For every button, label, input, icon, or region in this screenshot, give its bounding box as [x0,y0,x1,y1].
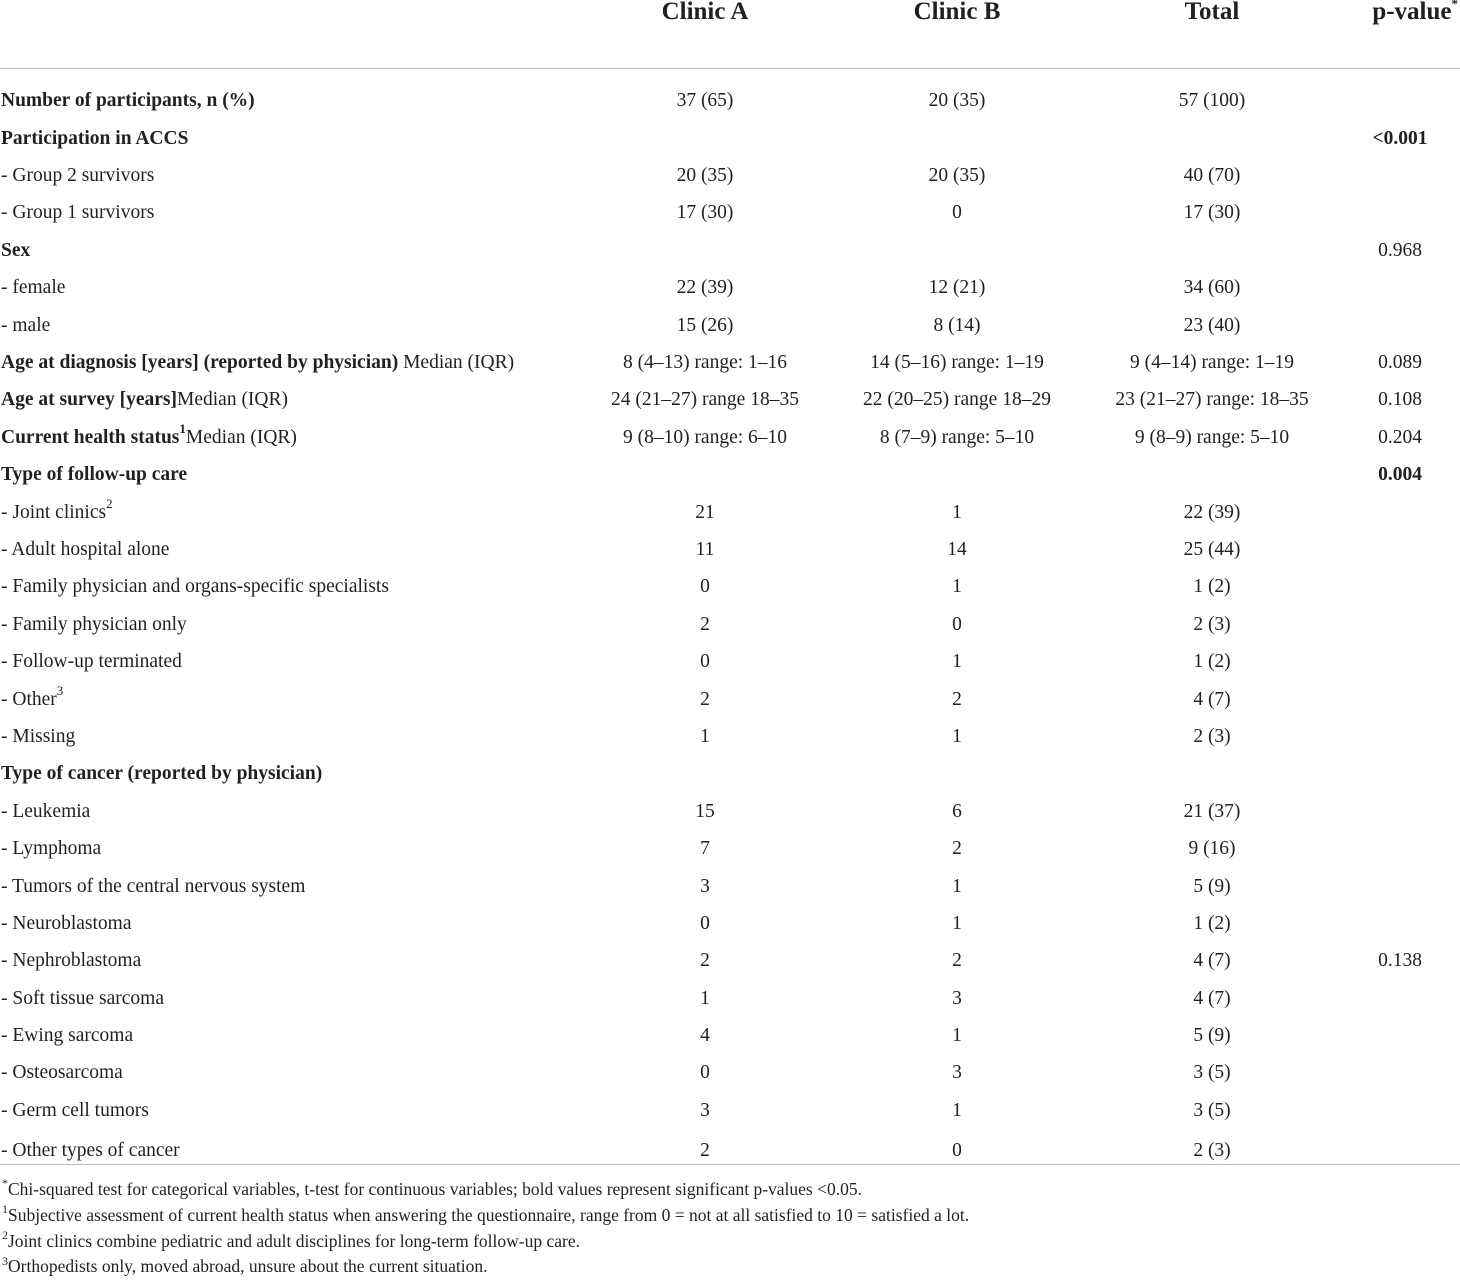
table-row [0,307,1460,344]
cell-clinic-a: 7 [700,838,710,860]
row-label-footnote-mark: 1 [179,421,186,437]
cell-clinic-a: 0 [700,1062,710,1084]
header-clinic-a: Clinic A [580,0,830,69]
cell-p-value [1340,195,1460,232]
row-label [0,681,580,718]
cell-clinic-b: 22 (20–25) range 18–29 [863,389,1051,411]
row-label [0,307,580,344]
cell-clinic-a: 8 (4–13) range: 1–16 [622,352,788,374]
cell-clinic-a: 2 [700,950,710,972]
cell-total: 23 (40) [1183,314,1241,336]
cell-p-value [1340,569,1460,606]
footnote-mark: 1 [2,1201,8,1216]
footnote-mark: * [2,1176,8,1191]
cell-clinic-a: 20 (35) [676,165,734,187]
row-label [0,419,580,456]
row-label-text: Median (IQR) [185,426,297,448]
cell-clinic-b: 1 [952,651,962,673]
footnote [0,1229,1460,1255]
table-row [0,793,1460,830]
cell-clinic-a: 24 (21–27) range 18–35 [611,389,799,411]
cell-clinic-a: 1 [700,987,710,1009]
cell-clinic-a: 3 [700,1099,710,1121]
row-label-text: - Adult hospital alone [1,538,170,560]
cell-p-value [1340,718,1460,755]
cell-p-value [1340,756,1460,793]
row-label-text: - Group 2 survivors [1,165,155,187]
cell-clinic-b: 20 (35) [928,89,986,111]
row-label-text: - Soft tissue sarcoma [1,987,165,1009]
cell-p-value [1340,494,1460,531]
cell-clinic-b [830,457,1084,494]
cell-clinic-b: 8 (7–9) range: 5–10 [879,426,1035,448]
cell-p-value [1340,157,1460,194]
cell-p-value [1340,793,1460,830]
table-row [0,718,1460,755]
row-label-bold: Age at diagnosis [years] (reported by physician) [1,352,399,374]
table-row [0,270,1460,307]
cell-clinic-b: 2 [952,838,962,860]
cell-clinic-b: 1 [952,875,962,897]
row-label-text: - female [1,277,66,299]
cell-clinic-a: 2 [700,688,710,710]
cell-clinic-a [580,232,830,269]
table-header-row [0,0,1460,69]
cell-clinic-a: 1 [700,725,710,747]
cell-clinic-b: 12 (21) [928,277,986,299]
cell-p-value [1340,643,1460,680]
cell-p-value [1340,1017,1460,1054]
cell-p-value: 0.204 [1378,426,1422,448]
cell-clinic-b: 8 (14) [933,314,981,336]
cell-total: 9 (8–9) range: 5–10 [1134,426,1290,448]
row-label-bold: Participation in ACCS [1,127,189,149]
row-label [0,1092,580,1129]
cell-total: 5 (9) [1193,875,1231,897]
row-label [0,793,580,830]
row-label [0,232,580,269]
table-row [0,344,1460,381]
cell-clinic-a [580,756,830,793]
row-label-text: - Other [1,688,57,710]
cell-clinic-a: 2 [700,1139,710,1161]
table-row [0,756,1460,793]
row-label [0,980,580,1017]
cell-p-value [1340,868,1460,905]
cell-p-value: 0.138 [1378,950,1422,972]
row-label-bold: Age at survey [years] [1,389,177,411]
cell-clinic-b: 1 [952,501,962,523]
cell-total: 3 (5) [1193,1062,1231,1084]
row-label [0,195,580,232]
cell-total: 4 (7) [1193,987,1231,1009]
row-label [0,270,580,307]
cell-clinic-a: 21 [695,501,715,523]
cell-total: 57 (100) [1178,89,1246,111]
cell-total [1084,232,1340,269]
row-label [0,120,580,157]
header-p-value [1340,0,1460,69]
cell-clinic-b: 0 [952,202,962,224]
cell-clinic-b: 6 [952,800,962,822]
table-row [0,419,1460,456]
row-label-text: - Tumors of the central nervous system [1,875,306,897]
footnotes [0,1164,1460,1280]
row-label-bold: Type of follow-up care [1,464,188,486]
header-label [0,0,580,69]
cell-p-value [1340,1092,1460,1129]
row-label-text: - Germ cell tumors [1,1099,149,1121]
row-label [0,1017,580,1054]
cell-clinic-a: 2 [700,613,710,635]
row-label-text: - Leukemia [1,800,91,822]
table-row [0,157,1460,194]
header-clinic-b: Clinic B [830,0,1084,69]
cell-clinic-b: 1 [952,1025,962,1047]
table-row [0,868,1460,905]
row-label [0,943,580,980]
row-label-text: - Osteosarcoma [1,1062,123,1084]
row-label-bold: Current health status [1,426,180,448]
cell-p-value: 0.004 [1378,464,1422,486]
cell-p-value: 0.108 [1378,389,1422,411]
cell-p-value [1340,69,1460,121]
row-label-text: - Family physician and organs-specific specialists [1,576,389,598]
table-row [0,643,1460,680]
footnote [0,1254,1460,1280]
row-label-text: - male [1,314,51,336]
cell-total: 34 (60) [1183,277,1241,299]
cell-total: 2 (3) [1193,725,1231,747]
row-label-bold: Type of cancer (reported by physician) [1,763,323,785]
table-row [0,681,1460,718]
footnote-mark: 3 [2,1253,8,1268]
table-row [0,69,1460,121]
row-label [0,382,580,419]
cell-total: 2 (3) [1193,1139,1231,1161]
cell-total: 9 (16) [1188,838,1236,860]
row-label-text: - Other types of cancer [1,1139,180,1161]
cell-p-value [1340,905,1460,942]
header-p-value-text: p-value [1372,0,1452,25]
row-label-footnote-mark: 3 [56,683,64,699]
cell-total: 4 (7) [1193,950,1231,972]
row-label [0,344,580,381]
table-row [0,232,1460,269]
table-row [0,1017,1460,1054]
cell-clinic-b: 1 [952,1099,962,1121]
cell-total [1084,457,1340,494]
cell-clinic-a: 0 [700,576,710,598]
cell-clinic-b [830,756,1084,793]
cell-p-value [1340,1055,1460,1092]
cell-clinic-b [830,232,1084,269]
cell-p-value [1340,606,1460,643]
table-row [0,943,1460,980]
cell-clinic-a [580,120,830,157]
row-label-text: Median (IQR) [177,389,289,411]
table-row [0,382,1460,419]
footnote [0,1203,1460,1229]
cell-total: 21 (37) [1183,800,1241,822]
cell-clinic-b: 0 [952,613,962,635]
cell-total: 2 (3) [1193,613,1231,635]
footnote [0,1177,1460,1203]
cell-p-value: 0.968 [1378,239,1422,261]
cell-clinic-b: 3 [952,987,962,1009]
cell-clinic-b: 3 [952,1062,962,1084]
cell-clinic-b: 20 (35) [928,165,986,187]
table-row [0,905,1460,942]
cell-total: 1 (2) [1193,651,1231,673]
cell-clinic-b [830,120,1084,157]
cell-clinic-a: 3 [700,875,710,897]
cell-total: 25 (44) [1183,538,1241,560]
cell-clinic-b: 1 [952,725,962,747]
cell-clinic-a: 0 [700,651,710,673]
cell-total [1084,120,1340,157]
cell-total: 3 (5) [1193,1099,1231,1121]
table-row [0,980,1460,1017]
row-label [0,718,580,755]
cell-clinic-b: 14 (5–16) range: 1–19 [870,352,1044,374]
cell-p-value [1340,307,1460,344]
cell-clinic-b: 2 [952,950,962,972]
row-label-text: - Group 1 survivors [1,202,155,224]
row-label [0,569,580,606]
row-label [0,69,580,121]
cell-p-value [1340,531,1460,568]
cell-total: 5 (9) [1193,1025,1231,1047]
row-label-bold: Sex [1,239,31,261]
cell-clinic-a [580,457,830,494]
cell-total [1084,756,1340,793]
cell-clinic-a: 15 [695,800,715,822]
cell-p-value [1340,980,1460,1017]
cell-clinic-b: 1 [952,576,962,598]
cell-clinic-a: 4 [700,1025,710,1047]
cell-total: 40 (70) [1183,165,1241,187]
row-label [0,1055,580,1092]
row-label-text: - Joint clinics [1,501,107,523]
cell-clinic-a: 37 (65) [676,89,734,111]
cell-p-value [1340,270,1460,307]
footnote-text: Joint clinics combine pediatric and adult disciplines for long-term follow-up care. [8,1230,580,1251]
row-label-footnote-mark: 2 [106,496,113,512]
table-row [0,606,1460,643]
row-label [0,457,580,494]
cell-clinic-b: 2 [952,688,962,710]
header-p-value-mark: * [1451,0,1458,11]
footnote-text: Subjective assessment of current health status when answering the questionnaire, range from 0 = not at all satisfied to 10 = satisfied a lot. [8,1204,970,1225]
cell-clinic-b: 0 [952,1139,962,1161]
row-label [0,868,580,905]
table-body [0,69,1460,1178]
row-label-text: - Neuroblastoma [1,912,132,934]
row-label [0,531,580,568]
row-label [0,905,580,942]
cell-p-value: 0.089 [1378,352,1422,374]
table-row [0,531,1460,568]
cell-clinic-a: 15 (26) [676,314,734,336]
row-label-text: - Ewing sarcoma [1,1025,134,1047]
cell-clinic-b: 14 [947,538,967,560]
row-label-bold: Number of participants, n (%) [1,89,255,111]
cell-total: 17 (30) [1183,202,1241,224]
cell-total: 1 (2) [1193,576,1231,598]
cell-clinic-a: 11 [695,538,715,560]
row-label-text: - Follow-up terminated [1,651,182,673]
cell-clinic-a: 17 (30) [676,202,734,224]
row-label [0,756,580,793]
table-row [0,195,1460,232]
table-row [0,1092,1460,1129]
row-label [0,494,580,531]
row-label-text: - Family physician only [1,613,187,635]
row-label-text: - Nephroblastoma [1,950,142,972]
table-row [0,1055,1460,1092]
cell-total: 1 (2) [1193,912,1231,934]
footnote-text: Orthopedists only, moved abroad, unsure about the current situation. [8,1256,488,1277]
table-row [0,457,1460,494]
cell-p-value: <0.001 [1372,127,1428,149]
table-row [0,569,1460,606]
table-row [0,830,1460,867]
header-total: Total [1084,0,1340,69]
cell-clinic-a: 0 [700,912,710,934]
table-row [0,120,1460,157]
cell-clinic-a: 9 (8–10) range: 6–10 [622,426,788,448]
cell-total: 22 (39) [1183,501,1241,523]
row-label [0,643,580,680]
cell-total: 23 (21–27) range: 18–35 [1115,389,1309,411]
table-row [0,494,1460,531]
cell-clinic-b: 1 [952,912,962,934]
row-label-text: - Missing [1,725,76,747]
row-label [0,606,580,643]
footnote-mark: 2 [2,1227,8,1242]
cell-p-value [1340,830,1460,867]
cell-clinic-a: 22 (39) [676,277,734,299]
cell-total: 4 (7) [1193,688,1231,710]
row-label [0,157,580,194]
row-label-text: - Lymphoma [1,838,102,860]
row-label-text: Median (IQR) [398,352,515,374]
cell-p-value [1340,681,1460,718]
footnote-text: Chi-squared test for categorical variables, t-test for continuous variables; bold values represent significant p-values <0.05. [8,1179,862,1199]
row-label [0,830,580,867]
cell-total: 9 (4–14) range: 1–19 [1129,352,1295,374]
